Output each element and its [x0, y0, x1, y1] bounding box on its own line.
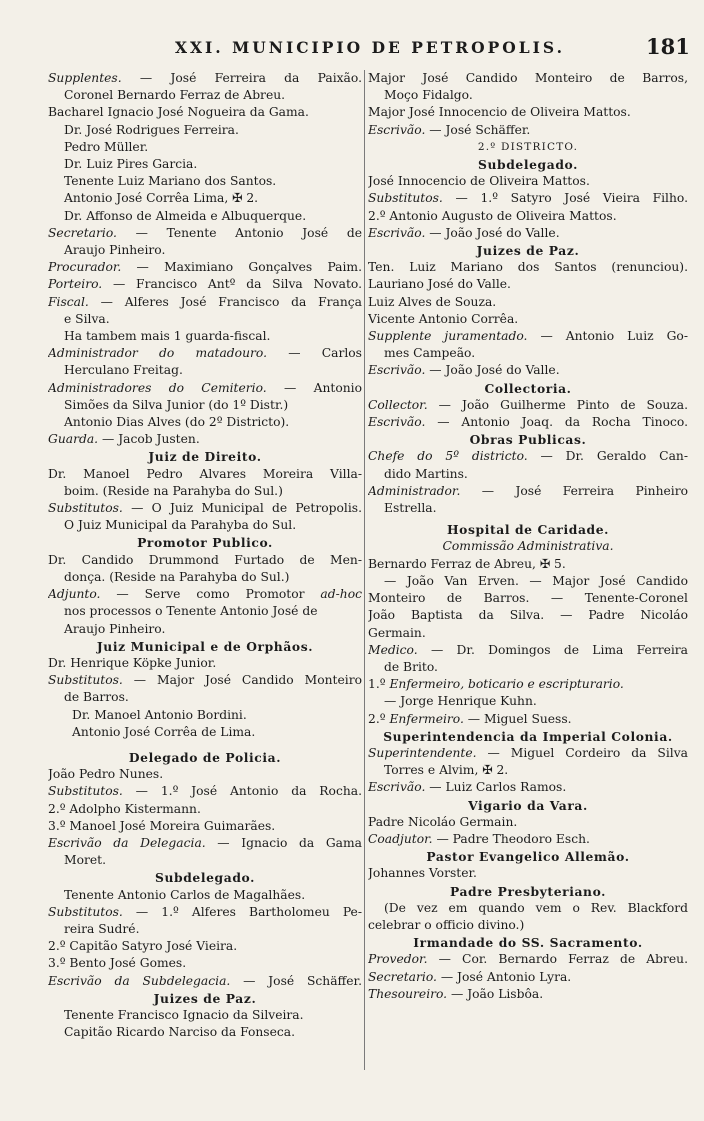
- entry-line: Dr. Manoel Antonio Bordini.: [72, 707, 247, 722]
- district-heading: 2.º DISTRICTO.: [477, 140, 579, 153]
- entry-line: 2.º Antonio Augusto de Oliveira Mattos.: [368, 208, 617, 223]
- entry-line: Monteiro de Barros. — Tenente-Coronel: [368, 591, 688, 606]
- entry-line: Pedro Müller.: [64, 139, 149, 154]
- entry-line: Germain.: [368, 625, 426, 640]
- entry-line: Dr. José Rodrigues Ferreira.: [64, 122, 239, 137]
- entry-line: celebrar o officio divino.): [368, 917, 525, 932]
- entry-line: Lauriano José do Valle.: [368, 277, 511, 292]
- entry-line: Araujo Pinheiro.: [64, 621, 166, 636]
- entry-enfermeiro-2: 2.º Enfermeiro. — Miguel Suess.: [368, 711, 572, 726]
- entry-line: Antonio José Corrêa de Lima.: [72, 724, 256, 739]
- left-column: [48, 70, 362, 1041]
- entry-line: — João Van Erven. — Major José Candido: [384, 573, 688, 588]
- subsection-heading: Commissão Administrativa.: [442, 539, 614, 554]
- entry-line: José Innocencio de Oliveira Mattos.: [368, 174, 590, 189]
- section-heading: Juiz Municipal e de Orphãos.: [96, 638, 314, 654]
- section-heading: Collectoria.: [484, 380, 572, 396]
- entry-line: Coronel Bernardo Ferraz de Abreu.: [64, 88, 286, 103]
- section-heading: Subdelegado.: [155, 870, 255, 886]
- entry-line: Estrella.: [384, 501, 437, 516]
- entry-collector: Collector. — João Guilherme Pinto de Souza.: [368, 397, 688, 412]
- entry-line: Tenente Francisco Ignacio da Silveira.: [64, 1007, 304, 1022]
- entry-thesoureiro: Thesoureiro. — João Lisbôa.: [368, 986, 544, 1001]
- entry-adjunto: Adjunto. — Serve como Promotor ad-hoc: [48, 587, 362, 602]
- entry-guarda: Guarda. — Jacob Justen.: [48, 432, 200, 447]
- entry-line: Moço Fidalgo.: [384, 88, 473, 103]
- entry-substitutos: Substitutos. — Major José Candido Monteiro: [48, 673, 362, 688]
- entry-line: Torres e Alvim, ✠ 2.: [384, 763, 509, 778]
- entry-line: Antonio José Corrêa Lima, ✠ 2.: [64, 191, 259, 206]
- entry-coadjutor: Coadjutor. — Padre Theodoro Esch.: [368, 831, 590, 846]
- entry-line: Major José Innocencio de Oliveira Mattos.: [368, 105, 631, 120]
- entry-escrivao: Escrivão. — Antonio Joaq. da Rocha Tinoco.: [368, 415, 688, 430]
- entry-line: nos processos o Tenente Antonio José de: [64, 604, 318, 619]
- entry-line: Ha tambem mais 1 guarda-fiscal.: [64, 329, 271, 344]
- section-heading: Padre Presbyteriano.: [449, 883, 607, 899]
- section-heading: Pastor Evangelico Allemão.: [426, 849, 630, 865]
- entry-line: Tenente Luiz Mariano dos Santos.: [64, 174, 277, 189]
- section-heading: Subdelegado.: [478, 157, 578, 173]
- entry-porteiro: Porteiro. — Francisco Antº da Silva Novato.: [48, 277, 362, 292]
- entry-superintendente: Superintendente. — Miguel Cordeiro da Silva: [368, 745, 688, 760]
- entry-line: Dr. Henrique Köpke Junior.: [48, 655, 217, 670]
- section-heading: Juizes de Paz.: [476, 243, 580, 259]
- entry-line: 2.º Adolpho Kistermann.: [48, 801, 201, 816]
- entry-secretario: Secretario. — José Antonio Lyra.: [368, 969, 572, 984]
- entry-line: Johannes Vorster.: [368, 866, 477, 881]
- entry-substitutos: Substitutos. — 1.º Satyro José Vieira Filho.: [368, 191, 688, 206]
- section-heading: Delegado de Policia.: [128, 749, 282, 765]
- entry-line: Araujo Pinheiro.: [64, 243, 166, 258]
- entry-escrivao: Escrivão. — Luiz Carlos Ramos.: [368, 780, 567, 795]
- entry-line: — Jorge Henrique Kuhn.: [384, 694, 537, 709]
- section-heading: Hospital de Caridade.: [446, 522, 610, 538]
- entry-line: Dr. Luiz Pires Garcia.: [64, 157, 198, 172]
- entry-line: Bernardo Ferraz de Abreu, ✠ 5.: [368, 556, 566, 571]
- entry-line: Padre Nicoláo Germain.: [368, 814, 518, 829]
- entry-administrador: Administrador. — José Ferreira Pinheiro: [368, 483, 688, 498]
- entry-line: Moret.: [64, 853, 107, 868]
- page-title: XXI. MUNICIPIO DE PETROPOLIS.: [175, 38, 565, 57]
- entry-medico: Medico. — Dr. Domingos de Lima Ferreira: [368, 642, 688, 657]
- entry-line: 2.º Capitão Satyro José Vieira.: [48, 939, 238, 954]
- page-number: 181: [646, 34, 690, 59]
- section-heading: Promotor Publico.: [137, 535, 273, 551]
- entry-secretario: Secretario. — Tenente Antonio José de: [48, 225, 362, 240]
- entry-escrivao: Escrivão. — José Schäffer.: [368, 122, 531, 137]
- entry-line: e Silva.: [64, 311, 110, 326]
- entry-line: de Brito.: [384, 659, 438, 674]
- entry-line: mes Campeão.: [384, 346, 476, 361]
- entry-line: Major José Candido Monteiro de Barros,: [368, 71, 688, 85]
- entry-substitutos: Substitutos. — O Juiz Municipal de Petropolis.: [48, 501, 362, 516]
- right-column: [368, 70, 688, 1003]
- entry-escrivao-delegacia: Escrivão da Delegacia. — Ignacio da Gama: [48, 835, 362, 850]
- entry-line: Luiz Alves de Souza.: [368, 294, 497, 309]
- entry-line: de Barros.: [64, 690, 129, 705]
- entry-fiscal: Fiscal. — Alferes José Francisco da França: [48, 294, 362, 309]
- entry-line: Dr. Manoel Pedro Alvares Moreira Villa-: [48, 466, 362, 481]
- entry-line: Capitão Ricardo Narciso da Fonseca.: [64, 1025, 296, 1040]
- entry-line: Vicente Antonio Corrêa.: [368, 311, 519, 326]
- entry-line: Dr. Candido Drummond Furtado de Men-: [48, 552, 362, 567]
- entry-line: donça. (Reside na Parahyba do Sul.): [64, 569, 290, 584]
- entry-escrivao: Escrivão. — João José do Valle.: [368, 363, 560, 378]
- entry-substitutos: Substitutos. — 1.º Alferes Bartholomeu Pe-: [48, 904, 362, 919]
- entry-line: boim. (Reside na Parahyba do Sul.): [64, 483, 283, 498]
- column-divider: [364, 70, 365, 1070]
- entry-escrivao: Escrivão. — João José do Valle.: [368, 225, 560, 240]
- entry-line: reira Sudré.: [64, 921, 140, 936]
- entry-chefe: Chefe do 5º districto. — Dr. Geraldo Can-: [368, 449, 688, 464]
- section-heading: Obras Publicas.: [469, 432, 587, 448]
- section-heading: Superintendencia da Imperial Colonia.: [383, 728, 673, 744]
- entry-enfermeiro-1: 1.º Enfermeiro, boticario e escripturario.: [368, 677, 624, 692]
- page-header: [0, 34, 704, 60]
- entry-line: João Pedro Nunes.: [48, 767, 164, 782]
- entry-line: (De vez em quando vem o Rev. Blackford: [384, 900, 688, 915]
- entry-line: 3.º Bento José Gomes.: [48, 956, 187, 971]
- entry-line: Tenente Antonio Carlos de Magalhães.: [64, 887, 306, 902]
- entry-substitutos: Substitutos. — 1.º José Antonio da Rocha.: [48, 784, 362, 799]
- entry-line: João Baptista da Silva. — Padre Nicoláo: [368, 608, 688, 623]
- entry-administradores-cemiterio: Administradores do Cemiterio. — Antonio: [48, 380, 362, 395]
- entry-line: Simões da Silva Junior (do 1º Distr.): [64, 397, 289, 412]
- entry-line: O Juiz Municipal da Parahyba do Sul.: [64, 518, 297, 533]
- entry-escrivao-subdelegacia: Escrivão da Subdelegacia. — José Schäffer.: [48, 973, 362, 988]
- entry-supplente-juramentado: Supplente juramentado. — Antonio Luiz Go-: [368, 329, 688, 344]
- entry-line: Herculano Freitag.: [64, 363, 183, 378]
- entry-line: 3.º Manoel José Moreira Guimarães.: [48, 818, 276, 833]
- entry-provedor: Provedor. — Cor. Bernardo Ferraz de Abreu.: [368, 952, 688, 967]
- entry-line: Ten. Luiz Mariano dos Santos (renunciou).: [368, 260, 688, 275]
- entry-line: dido Martins.: [384, 466, 468, 481]
- entry-supplentes: Supplentes. — José Ferreira da Paixão.: [48, 71, 362, 85]
- section-heading: Juiz de Direito.: [148, 449, 262, 465]
- section-heading: Juizes de Paz.: [153, 990, 257, 1006]
- entry-administrador-matadouro: Administrador do matadouro. — Carlos: [48, 346, 362, 361]
- entry-line: Dr. Affonso de Almeida e Albuquerque.: [64, 208, 307, 223]
- section-heading: Vigario da Vara.: [468, 797, 588, 813]
- entry-line: Antonio Dias Alves (do 2º Districto).: [64, 415, 290, 430]
- section-heading: Irmandade do SS. Sacramento.: [413, 935, 643, 951]
- entry-procurador: Procurador. — Maximiano Gonçalves Paim.: [48, 260, 362, 275]
- entry-line: Bacharel Ignacio José Nogueira da Gama.: [48, 105, 309, 120]
